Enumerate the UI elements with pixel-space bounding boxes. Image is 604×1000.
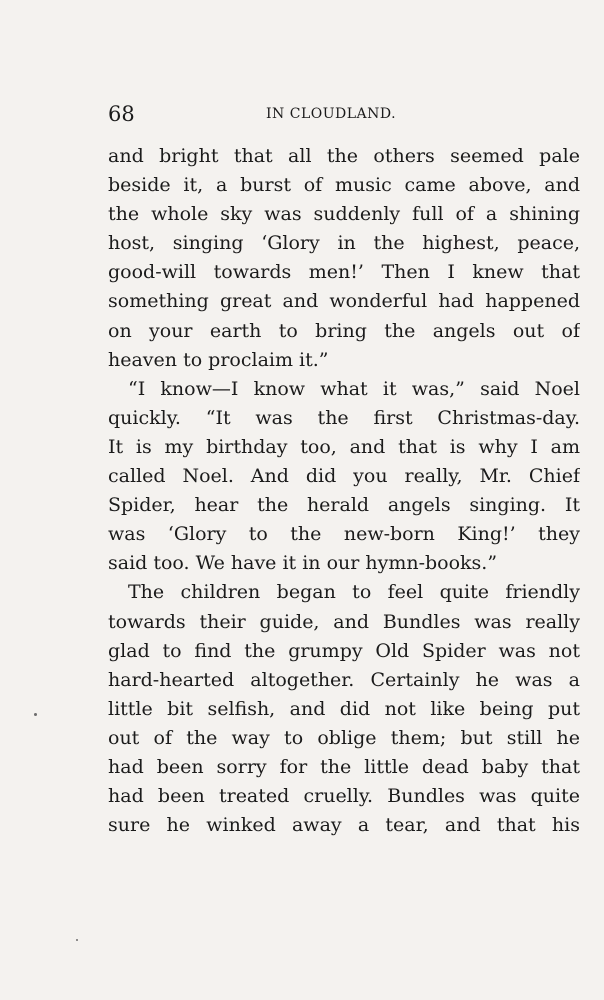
text-line: sure he winked away a tear, and that his (108, 814, 580, 837)
body-text (108, 142, 580, 840)
text-line: had been treated cruelly. Bundles was quite (108, 785, 580, 808)
text-line: had been sorry for the little dead baby that (108, 755, 580, 778)
text-line: good-will towards men!’ Then I knew that (108, 261, 580, 284)
text-line: glad to find the grumpy Old Spider was not (108, 639, 580, 662)
text-line: little bit selfish, and did not like being put (108, 697, 580, 720)
text-line: It is my birthday too, and that is why I am (108, 435, 580, 458)
text-line: out of the way to oblige them; but still he (108, 726, 580, 749)
text-line: was ‘Glory to the new-born King!’ they (108, 523, 580, 546)
text-line: beside it, a burst of music came above, and (108, 174, 580, 197)
text-line: heaven to proclaim it.” (108, 348, 329, 371)
text-line: towards their guide, and Bundles was really (108, 610, 580, 633)
text-line: the whole sky was suddenly full of a shining (108, 203, 580, 226)
paper-speck (76, 939, 78, 941)
text-line: said too. We have it in our hymn-books.” (108, 552, 498, 575)
text-line: The children began to feel quite friendly (128, 581, 580, 604)
text-line: and bright that all the others seemed pale (108, 145, 580, 167)
text-line: hard-hearted altogether. Certainly he was a (108, 668, 580, 691)
page-number: 68 (108, 102, 135, 126)
text-line: something great and wonderful had happened (108, 290, 580, 313)
text-line: called Noel. And did you really, Mr. Chief (108, 465, 580, 488)
text-line: on your earth to bring the angels out of (108, 319, 580, 342)
paper-speck (34, 713, 37, 716)
page-header (108, 100, 580, 128)
text-line: host, singing ‘Glory in the highest, peace, (108, 232, 580, 255)
text-line: Spider, hear the herald angels singing. It (108, 494, 580, 517)
text-line: “I know—I know what it was,” said Noel (128, 377, 580, 400)
text-line: quickly. “It was the first Christmas-day. (108, 406, 580, 429)
running-head: IN CLOUDLAND. (266, 106, 397, 122)
